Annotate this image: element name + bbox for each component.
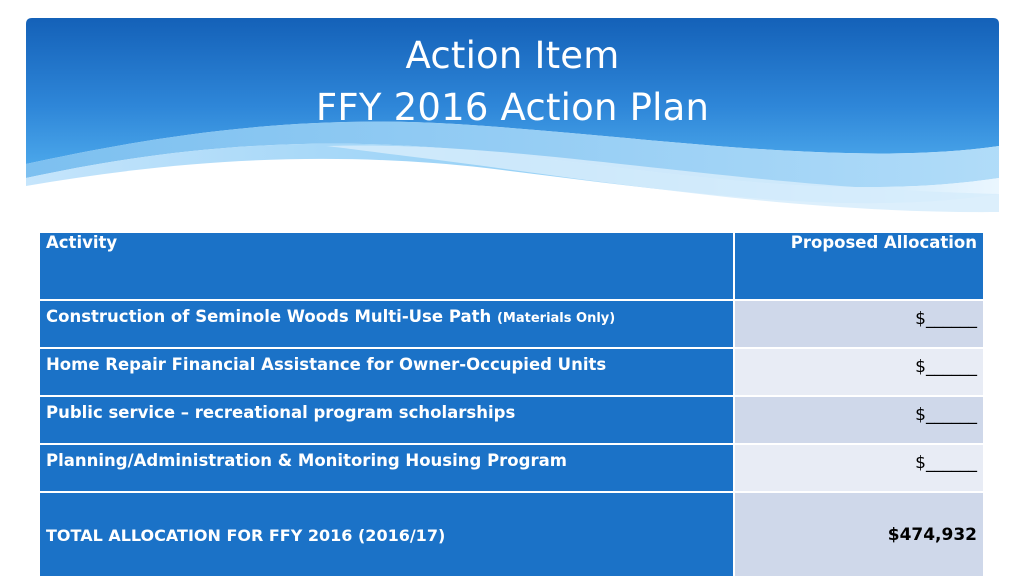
title-line-1: Action Item xyxy=(405,34,620,77)
title-line-2: FFY 2016 Action Plan xyxy=(315,86,710,129)
activity-label: Construction of Seminole Woods Multi-Use Path xyxy=(46,307,492,326)
total-label: TOTAL ALLOCATION FOR FFY 2016 (2016/17) xyxy=(39,492,734,576)
activity-cell: Public service – recreational program scholarships xyxy=(39,396,734,444)
header-activity: Activity xyxy=(39,232,734,300)
table-row xyxy=(39,444,984,492)
total-row xyxy=(39,492,984,576)
amount-cell: $______ xyxy=(734,444,984,492)
activity-cell: Home Repair Financial Assistance for Owner-Occupied Units xyxy=(39,348,734,396)
allocation-table xyxy=(38,231,985,576)
table-row xyxy=(39,396,984,444)
activity-cell: Planning/Administration & Monitoring Housing Program xyxy=(39,444,734,492)
activity-note: (Materials Only) xyxy=(496,311,616,326)
total-amount: $474,932 xyxy=(734,492,984,576)
slide-title xyxy=(26,30,999,134)
header-proposed-allocation: Proposed Allocation xyxy=(734,232,984,300)
amount-cell: $______ xyxy=(734,348,984,396)
amount-cell: $______ xyxy=(734,300,984,348)
amount-cell: $______ xyxy=(734,396,984,444)
activity-cell xyxy=(39,300,734,348)
table-row xyxy=(39,300,984,348)
table-row xyxy=(39,348,984,396)
table-header-row xyxy=(39,232,984,300)
